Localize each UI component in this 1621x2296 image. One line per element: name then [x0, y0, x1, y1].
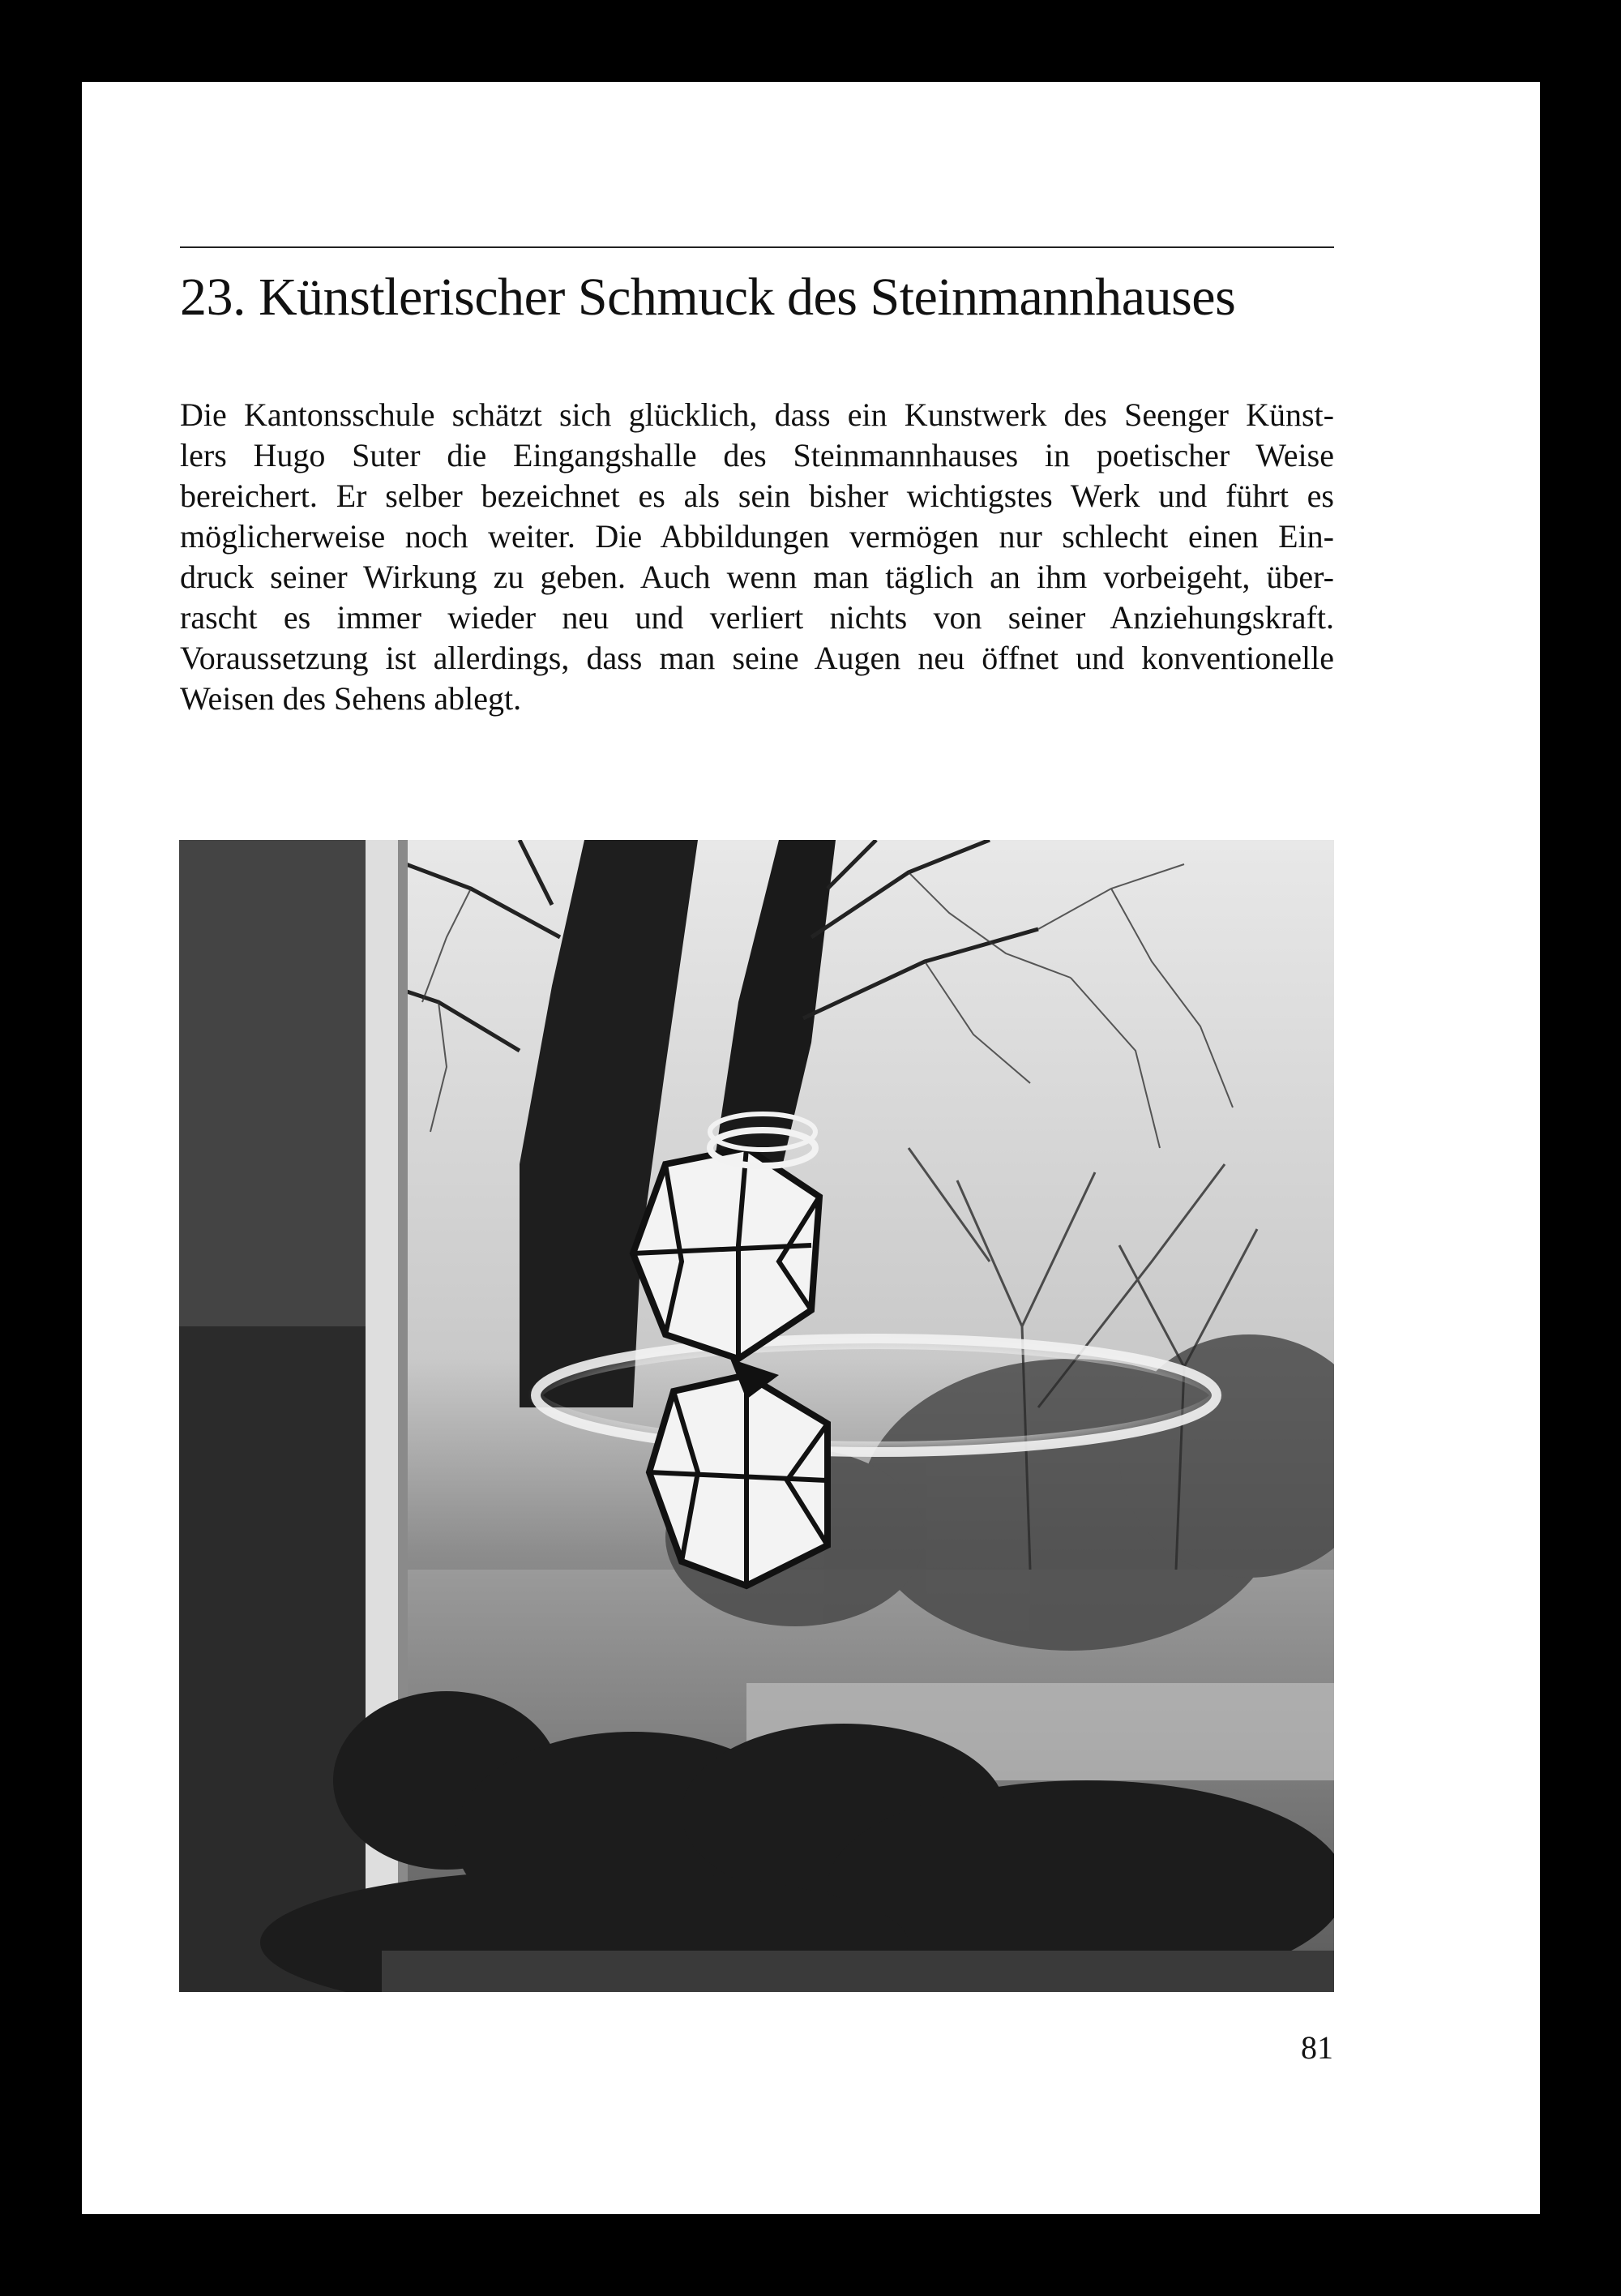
artwork-photo-illustration	[179, 840, 1334, 1992]
body-line: möglicherweise noch weiter. Die Abbildungen vermögen nur schlecht einen Ein-	[180, 518, 1334, 555]
body-line: druck seiner Wirkung zu geben. Auch wenn man täglich an ihm vorbeigeht, über-	[180, 559, 1334, 595]
body-line: Die Kantonsschule schätzt sich glücklich, dass ein Kunstwerk des Seenger Künst-	[180, 396, 1334, 433]
body-line: bereichert. Er selber bezeichnet es als sein bisher wichtigstes Werk und führt es	[180, 478, 1334, 514]
heading-rule	[180, 246, 1334, 248]
body-line: Weisen des Sehens ablegt.	[180, 680, 522, 717]
artwork-photograph	[179, 840, 1334, 1992]
body-paragraph	[180, 395, 1334, 719]
body-line: Voraussetzung ist allerdings, dass man seine Augen neu öffnet und konventionelle	[180, 640, 1334, 676]
body-line: rascht es immer wieder neu und verliert nichts von seiner Anziehungskraft.	[180, 599, 1334, 636]
body-line: lers Hugo Suter die Eingangshalle des Steinmannhauses in poetischer Weise	[180, 437, 1334, 473]
page-number: 81	[1301, 2029, 1333, 2066]
document-page	[82, 82, 1540, 2214]
page-title: 23. Künstlerischer Schmuck des Steinmannhauses	[180, 268, 1236, 327]
